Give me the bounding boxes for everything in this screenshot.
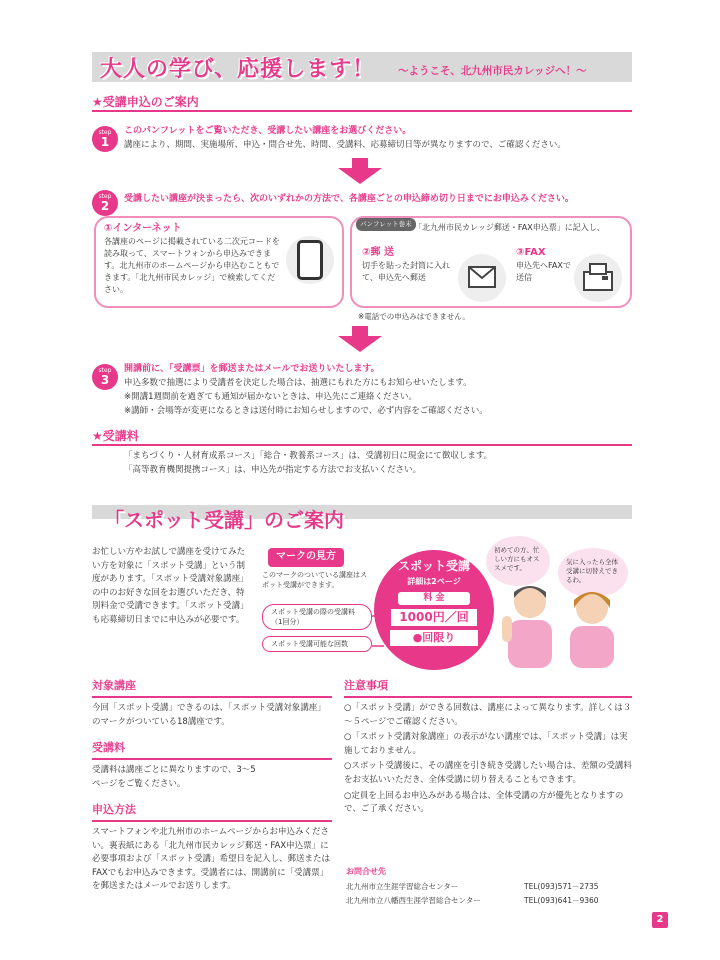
spot-fee-rule (92, 758, 332, 760)
contact-heading: お問合せ先 (346, 867, 386, 876)
method-text: スマートフォンや北九州市のホームページからお申込みください。裏表紙にある「北九州市民カレッジ郵送・FAX申込票」に必要事項および「スポット受講」希望日を記入し、郵送またはFAXでもお申込みできます。受講者には、開講前に「受講票」を郵送またはメールでお送りします。 (92, 827, 331, 892)
fee-line2: 「高等教育機関提携コース」は、申込先が指定する方法でお支払いください。 (124, 465, 422, 475)
page-number: 2 (652, 912, 668, 928)
spot-title: 「スポット受講」のご案内 (104, 508, 344, 532)
bubble-1-text: 初めての方、忙しい方にもオススメです。 (494, 546, 540, 572)
step3-line2: 申込多数で抽選により受講者を決定した場合は、抽選にもれた方にもお知らせいたします。 (124, 378, 472, 388)
note-item: ○スポット受講後に、その講座を引き続き受講したい場合は、差額の受講料をお支払いいただき、全体受講に切り替えることもできます。 (344, 761, 632, 785)
step1-badge (92, 126, 118, 152)
spot-badge-title: スポット受講 (397, 559, 470, 573)
fee-heading: ★受講料 (92, 429, 139, 443)
fee-per-session-pill: スポット受講の際の受講料（1回分） (262, 604, 372, 630)
step1-line1: このパンフレットをご覧いただき、受講したい講座をお選びください。 (124, 126, 412, 136)
contact-name-2: 北九州市立八幡西生涯学習総合センター (346, 896, 481, 905)
page-title: 大人の学び、応援します！ (100, 57, 376, 82)
bubble-2-text: 気に入ったら全体受講に切替えできるわ。 (566, 558, 618, 584)
page-subtitle: ～ようこそ、北九州市民カレッジへ！～ (398, 65, 587, 77)
notes-rule (344, 696, 632, 698)
step2-badge-number: 2 (100, 199, 110, 213)
method-rule (92, 820, 332, 822)
step3-badge-number: 3 (100, 373, 110, 387)
step1-badge-number: 1 (100, 135, 110, 149)
session-count-pill: スポット受講可能な回数 (262, 636, 372, 652)
method-heading: 申込方法 (92, 803, 136, 816)
note-item: ○定員を上回るお申込みがある場合は、全体受講の方が優先となりますので、ご了承ください。 (344, 790, 624, 815)
step3-line4: ※講師・会場等が変更になるときは送付時にお知らせしますので、必ず内容をご確認ください。 (124, 406, 488, 416)
contact-tel-2: TEL(093)641－9360 (524, 896, 599, 905)
spot-fee-text: 受講料は講座ごとに異なりますので、3～5ページをご覧ください。 (92, 765, 256, 789)
note-item: ○「スポット受講」ができる回数は、講座によって異なります。詳しくは３～５ページでご確認ください。 (344, 703, 632, 727)
spot-badge-fee: 1000円／回 (390, 608, 478, 627)
internet-text: 各講座のページに掲載されている二次元コードを読み取って、スマートフォンから申込みできます。北九州市のホームページから申込むこともできます。「北九州市民カレッジ」で検索してください。 (104, 237, 280, 294)
step1-line2: 講座により、期間、実施場所、申込・問合せ先、時間、受講料、応募締切日等が異なりますので、ご確認ください。 (124, 140, 566, 150)
apply-rule (92, 110, 632, 112)
mail-fax-lead: 「北九州市民カレッジ郵送・FAX申込票」に記入し、 (414, 223, 605, 232)
step2-line1: 受講したい講座が決まったら、次のいずれかの方法で、各講座ごとの申込締め切り日までにお申込みください。 (124, 194, 574, 204)
spot-intro: お忙しい方やお試しで講座を受けてみたい方を対象に「スポット受講」という制度があります。「スポット受講対象講座」の中のお好きな回をお選びいただき、特別料金で受講できます。「スポット受講」も応募締切日までに申込みが必要です。 (92, 547, 249, 625)
arrow-down-2-stem (352, 326, 368, 336)
fee-line1: 「まちづくり・人材育成系コース」「総合・教養系コース」は、受講初日に現金にて徴収します。 (124, 451, 493, 461)
notes-list (344, 702, 632, 817)
arrow-down-1-stem (352, 158, 368, 168)
spot-fee-heading: 受講料 (92, 741, 125, 754)
fax-title: ③FAX (516, 247, 546, 258)
fax-machine-icon (582, 262, 614, 292)
arrow-down-icon (338, 168, 382, 184)
fax-text: 申込先へFAXで送信 (516, 261, 571, 282)
fee-rule (92, 444, 632, 446)
contact-tel-1: TEL(093)571－2735 (524, 882, 599, 891)
phone-note: ※電話での申込みはできません。 (358, 312, 470, 321)
step2-badge-label: step (98, 193, 112, 200)
note-item: ○「スポット受講対象講座」の表示がない講座では、「スポット受講」は実施しておりません。 (344, 732, 628, 756)
smartphone-icon (297, 240, 323, 280)
notes-heading: 注意事項 (344, 679, 388, 692)
step3-badge (92, 364, 118, 390)
step3-line1: 開講前に、「受講票」を郵送またはメールでお送りいたします。 (124, 364, 380, 374)
people-illustration (494, 580, 630, 668)
contact-name-1: 北九州市立生涯学習総合センター (346, 882, 459, 891)
mail-title: ②郵 送 (362, 247, 394, 258)
apply-heading: ★受講申込のご案内 (92, 95, 199, 109)
spot-badge-sub: 詳細は2ページ (407, 577, 461, 586)
pamphlet-tag: パンフレット巻末 (356, 218, 416, 231)
step3-badge-label: step (98, 367, 112, 374)
step2-badge (92, 190, 118, 216)
envelope-icon (468, 266, 496, 288)
step3-line3: ※開講1週間前を過ぎても通知が届かないときは、申込先にご連絡ください。 (124, 392, 418, 402)
step1-badge-label: step (98, 129, 112, 136)
mark-label: マークの見方 (268, 548, 344, 567)
arrow-down-icon (338, 336, 382, 352)
mark-desc: このマークのついている講座はスポット受講ができます。 (262, 571, 367, 590)
internet-title: ①インターネット (104, 223, 182, 234)
target-text: 今回「スポット受講」できるのは、「スポット受講対象講座」のマークがついている18講座です。 (92, 703, 326, 727)
spot-badge-fee-label: 料 金 (398, 592, 470, 605)
mail-text: 切手を貼った封筒に入れて、申込先へ郵送 (362, 261, 450, 282)
spot-badge-times: ●回限り (390, 630, 478, 646)
target-rule (92, 696, 332, 698)
target-heading: 対象講座 (92, 679, 136, 692)
